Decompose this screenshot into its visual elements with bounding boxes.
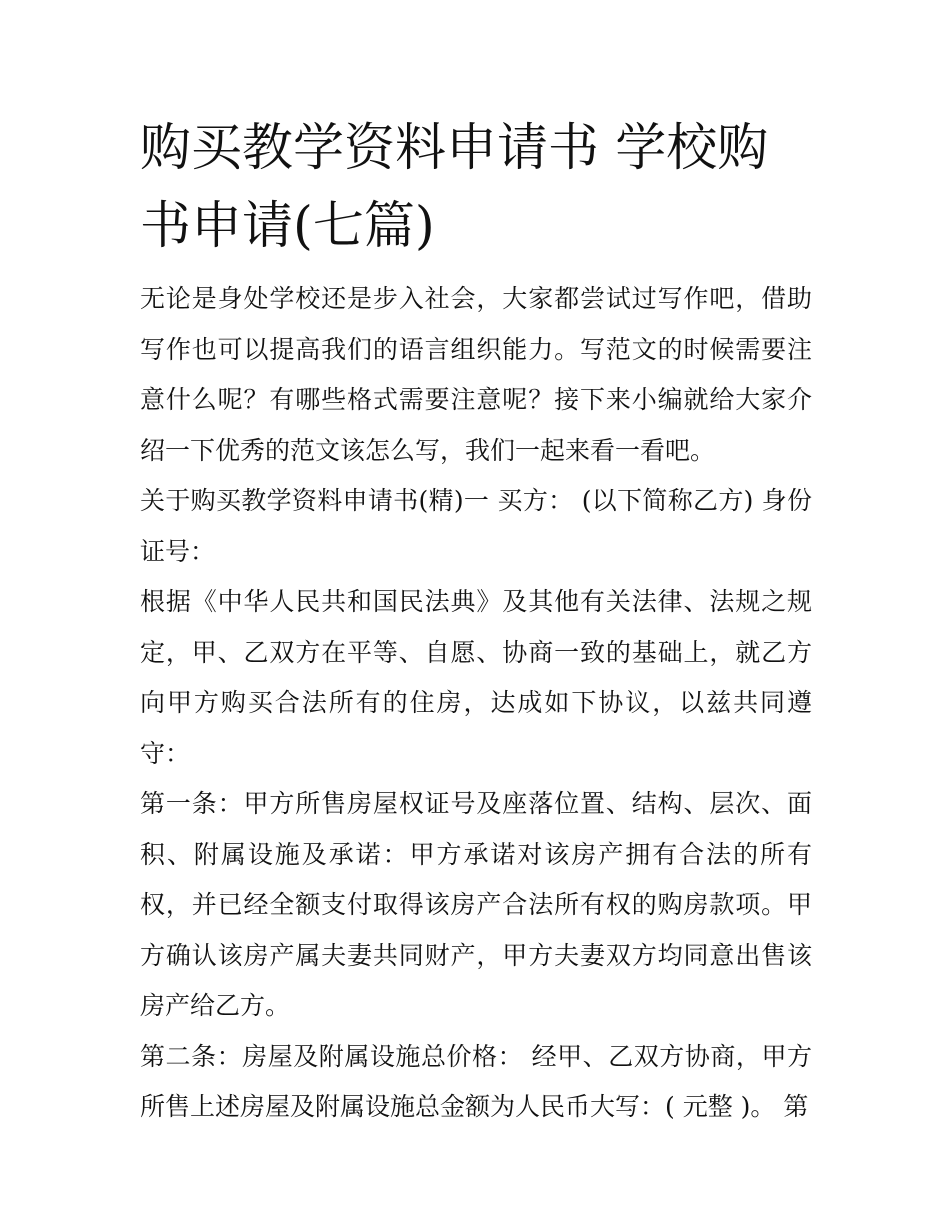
document-page <box>140 110 812 1133</box>
paragraph-intro: 无论是身处学校还是步入社会，大家都尝试过写作吧，借助写作也可以提高我们的语言组织能力。写范文的时候需要注意什么呢？有哪些格式需要注意呢？接下来小编就给大家介绍一下优秀的范文该怎么写，我们一起来看一看吧。 <box>140 284 812 465</box>
paragraph-article-1: 第一条：甲方所售房屋权证号及座落位置、结构、层次、面积、附属设施及承诺：甲方承诺对该房产拥有合法的所有权，并已经全额支付取得该房产合法所有权的购房款项。甲方确认该房产属夫妻共同财产，甲方夫妻双方均同意出售该房产给乙方。 <box>140 789 812 1020</box>
paragraph-basis: 根据《中华人民共和国民法典》及其他有关法律、法规之规定，甲、乙双方在平等、自愿、协商一致的基础上，就乙方向甲方购买合法所有的住房，达成如下协议，以兹共同遵守： <box>140 587 812 768</box>
paragraph-buyer: 关于购买教学资料申请书(精)一 买方： (以下简称乙方) 身份证号： <box>140 486 812 566</box>
document-title: 购买教学资料申请书 学校购书申请(七篇) <box>140 119 769 256</box>
paragraph-article-2: 第二条：房屋及附属设施总价格： 经甲、乙双方协商，甲方所售上述房屋及附属设施总金额为人民币大写：( 元整 )。 第 <box>140 1041 812 1121</box>
